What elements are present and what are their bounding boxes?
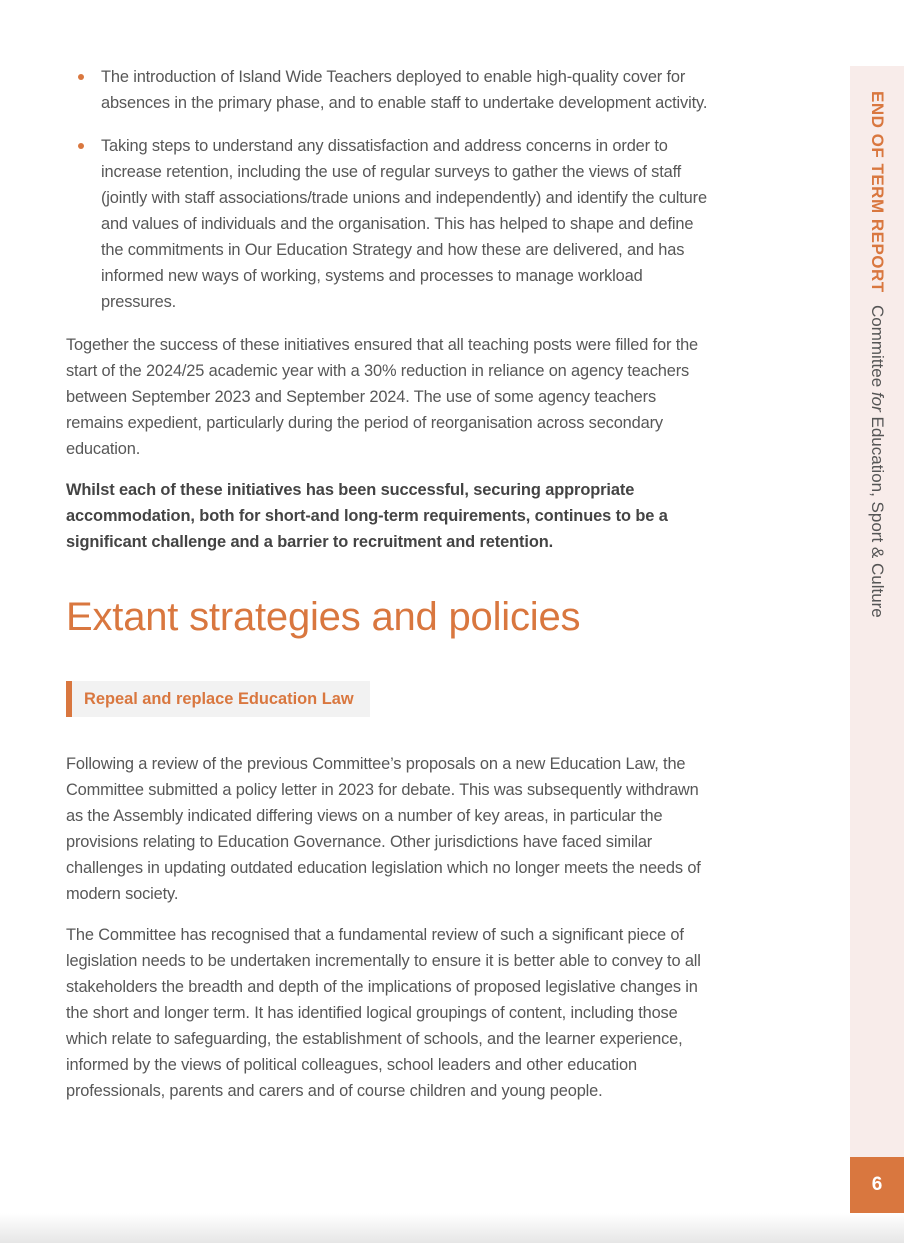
page-bottom-shadow bbox=[0, 1213, 904, 1243]
committee-for: for bbox=[868, 392, 887, 413]
section-title: Extant strategies and policies bbox=[66, 595, 581, 639]
bullet-icon bbox=[78, 143, 84, 149]
committee-prefix: Committee bbox=[868, 305, 887, 393]
report-sidebar bbox=[850, 66, 904, 1157]
challenge-paragraph: Whilst each of these initiatives has been successful, securing appropriate accommodation, both for short-and long-term requirements, continues to be a significant challenge and a barrier to recruitment and retention. bbox=[66, 481, 668, 551]
page-number-text: 6 bbox=[871, 1174, 883, 1195]
committee-name bbox=[868, 305, 887, 618]
list-item-text: The introduction of Island Wide Teachers deployed to enable high-quality cover for absences in the primary phase, and to enable staff to undertake development activity. bbox=[101, 68, 708, 112]
main-content bbox=[66, 64, 716, 1119]
committee-suffix: Education, Sport & Culture bbox=[868, 412, 887, 619]
summary-paragraph: Together the success of these initiatives ensured that all teaching posts were filled for the start of the 2024/25 academic year with a 30% reduction in reliance on agency teachers between September 2023 and September 2024. The use of some agency teachers remains expedient, particularly during the period of reorganisation across secondary education. bbox=[66, 336, 699, 458]
page-number bbox=[850, 1157, 904, 1213]
sidebar-label bbox=[865, 91, 889, 618]
report-title: END OF TERM REPORT bbox=[868, 91, 887, 293]
section-paragraph: The Committee has recognised that a fundamental review of such a significant piece of legislation needs to be undertaken incrementally to ensure it is better able to convey to all stakeholders the breadth and depth of the implications of proposed legislative changes in the short and longer term. It has identified logical groupings of content, including those which relate to safeguarding, the establishment of schools, and the learner experience, informed by the views of political colleagues, school leaders and other education professionals, parents and carers and of course children and young people. bbox=[66, 926, 701, 1100]
subheading-box bbox=[66, 681, 370, 717]
initiatives-list bbox=[66, 64, 716, 315]
list-item bbox=[66, 64, 716, 116]
section-paragraph: Following a review of the previous Committee’s proposals on a new Education Law, the Committee submitted a policy letter in 2023 for debate. This was subsequently withdrawn as the Assembly indicated differing views on a number of key areas, in particular the provisions relating to Education Governance. Other jurisdictions have faced similar challenges in updating outdated education legislation which no longer meets the needs of modern society. bbox=[66, 755, 701, 903]
subheading-text: Repeal and replace Education Law bbox=[84, 690, 354, 708]
list-item-text: Taking steps to understand any dissatisfaction and address concerns in order to increase retention, including the use of regular surveys to gather the views of staff (jointly with staff associations/trade unions and independently) and identify the culture and values of individuals and the organisation. This has helped to shape and define the commitments in Our Education Strategy and how these are delivered, and has informed new ways of working, systems and processes to manage workload pressures. bbox=[101, 137, 707, 311]
bullet-icon bbox=[78, 74, 84, 80]
list-item bbox=[66, 133, 716, 315]
